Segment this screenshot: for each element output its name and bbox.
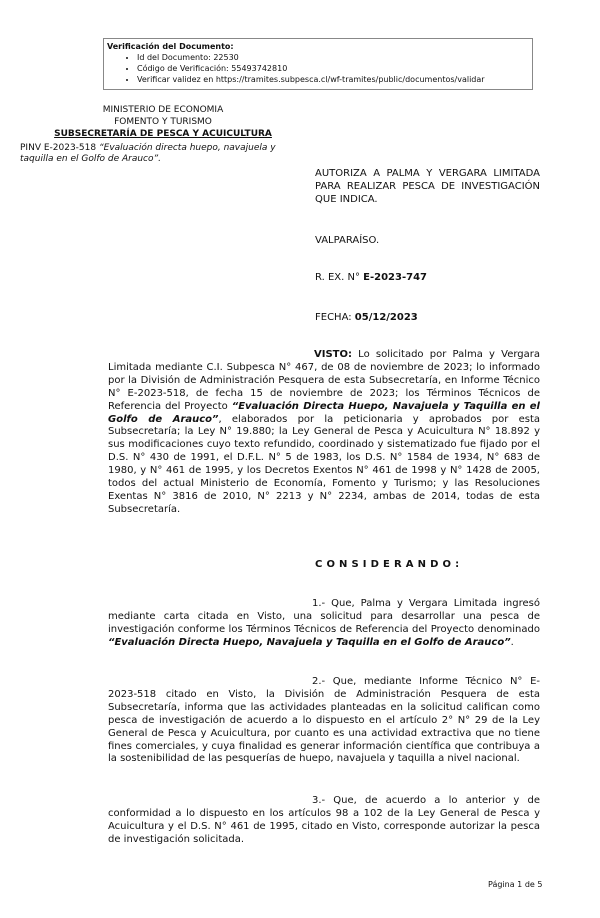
- pinv-code: PINV E-2023-518: [20, 143, 99, 153]
- considerando-1: [108, 598, 540, 650]
- ministry-line-1: MINISTERIO DE ECONOMIA: [102, 105, 224, 115]
- verification-url[interactable]: • Verificar validez en https://tramites.subpesca.cl/wf-tramites/public/documentos/validar: [137, 74, 532, 85]
- fecha-label: FECHA:: [315, 312, 355, 323]
- c1-project: “Evaluación Directa Huepo, Navajuela y Taquilla en el Golfo de Arauco”: [108, 636, 511, 648]
- considerando-2: [108, 676, 540, 766]
- visto-paragraph: [108, 349, 540, 517]
- resolution-summary: AUTORIZA A PALMA Y VERGARA LIMITADA PARA REALIZAR PESCA DE INVESTIGACIÓN QUE INDICA.: [315, 168, 540, 205]
- rex-number: E-2023-747: [363, 272, 427, 283]
- resolution-date: [315, 311, 418, 324]
- document-id: • Id del Documento: 22530: [137, 52, 532, 63]
- visto-text-b: , elaborados por la peticionaria y aprobados por esta Subsecretaría; la Ley N° 19.880; la Ley General de Pesca y Acuicultura N° 18.892 y sus modificaciones cuyo texto refundido, coordinado y sistematizado fue fijado por el D.S. N° 430 de 1991, el D.F.L. N° 5 de 1983, los D.S. N° 1584 de 1934, N° 683 de 1980, y N° 461 de 1995, y los Decretos Exentos N° 461 de 1998 y N° 1428 de 2005, todos del actual Ministerio de Economía, Fomento y Turismo; y las Resoluciones Exentas N° 3816 de 2010, N° 2213 y N° 2234, ambas de 2014, todas de esta Subsecretaría.: [108, 413, 541, 515]
- verification-code: • Código de Verificación: 55493742810: [137, 63, 532, 74]
- considerando-heading: CONSIDERANDO:: [315, 559, 464, 570]
- c3-text: 3.- Que, de acuerdo a lo anterior y de conformidad a lo dispuesto en los artículos 98 a 102 de la Ley General de Pesca y Acuicultura y el D.S. N° 461 de 1995, citado en Visto, corresponde autorizar la pesca de investigación solicitada.: [108, 795, 540, 845]
- ministry-line-2: FOMENTO Y TURISMO: [114, 117, 212, 127]
- visto-project: “Evaluación Directa Huepo, Navajuela y Taquilla en el Golfo de Arauco”: [108, 400, 540, 425]
- subsecretaria-name: SUBSECRETARÍA DE PESCA Y ACUICULTURA: [54, 129, 272, 139]
- resolution-number: [315, 271, 427, 284]
- c1-end: .: [510, 636, 514, 648]
- visto-label: VISTO:: [314, 349, 352, 360]
- verification-box: [103, 38, 533, 90]
- visto-text-a: Lo solicitado por Palma y Vergara Limitada mediante C.I. Subpesca N° 467, de 08 de noviembre de 2023; lo informado por la División de Administración Pesquera de esta Subsecretaría, en Informe Técnico N° E-2023-518, de fecha 15 de noviembre de 2023; los Términos Técnicos de Referencia del Proyecto: [108, 349, 540, 412]
- pinv-reference: [20, 143, 290, 165]
- page-number: Página 1 de 5: [488, 880, 543, 889]
- fecha-value: 05/12/2023: [354, 312, 418, 323]
- considerando-3: [108, 795, 540, 847]
- ministry-header: [28, 104, 298, 140]
- c2-text: 2.- Que, mediante Informe Técnico N° E-2023-518 citado en Visto, la División de Administración Pesquera de esta Subsecretaría, informa que las actividades planteadas en la solicitud califican como pesca de investigación de acuerdo a lo dispuesto en el artículo 2° N° 29 de la Ley General de Pesca y Acuicultura, por cuanto es una actividad extractiva que no tiene fines comerciales, y cuya finalidad es generar información científica que contribuya a la sostenibilidad de las pesquerías de huepo, navajuela y taquilla a nivel nacional.: [108, 676, 540, 765]
- city: VALPARAÍSO.: [315, 235, 380, 246]
- pinv-title: “Evaluación directa huepo, navajuela y taquilla en el Golfo de Arauco”.: [20, 143, 276, 164]
- c1-text: 1.- Que, Palma y Vergara Limitada ingresó mediante carta citada en Visto, una solicitud para desarrollar una pesca de investigación conforme los Términos Técnicos de Referencia del Proyecto denominado: [108, 598, 540, 635]
- rex-label: R. EX. N°: [315, 272, 364, 283]
- verification-list: [107, 52, 532, 85]
- verification-title: Verificación del Documento:: [107, 42, 234, 51]
